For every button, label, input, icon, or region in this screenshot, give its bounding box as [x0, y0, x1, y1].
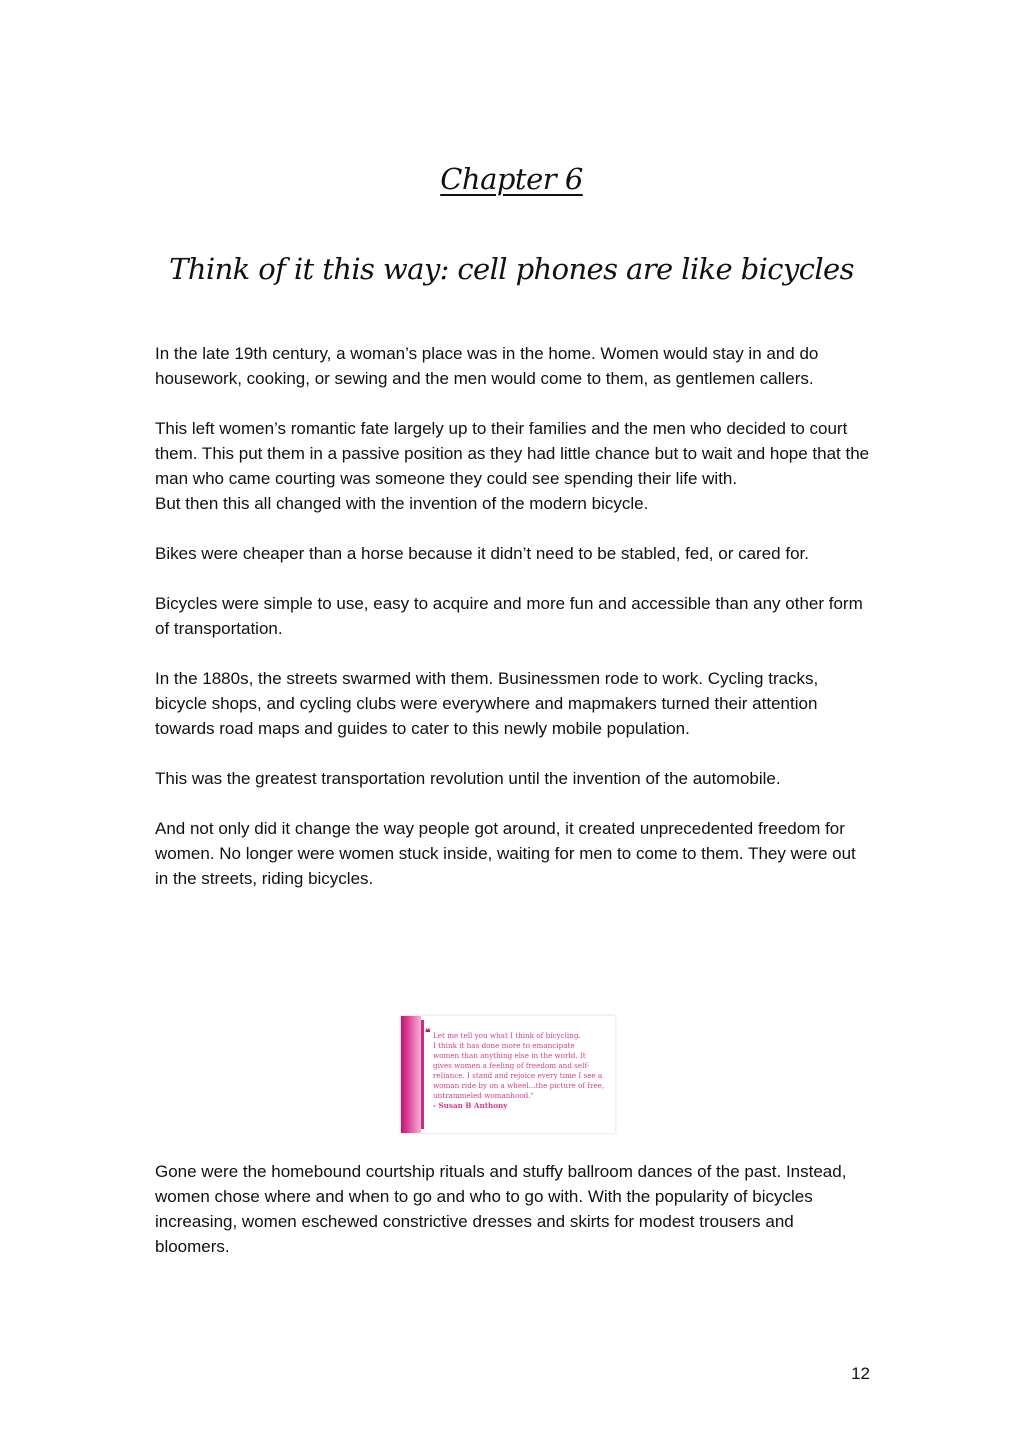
paragraph: In the 1880s, the streets swarmed with them. Businessmen rode to work. Cycling tracks, bicycle shops, and cycling clubs were everywhere and mapmakers turned their attention towards road maps and guides to cater to this newly mobile population.	[155, 669, 819, 738]
closing-text	[155, 1159, 871, 1259]
quote-line: untrammeled womanhood."	[433, 1091, 534, 1100]
quote-author: - Susan B Anthony	[433, 1101, 508, 1110]
paragraph: In the late 19th century, a woman’s place was in the home. Women would stay in and do housework, cooking, or sewing and the men would come to them, as gentlemen callers.	[155, 344, 819, 388]
quote-text	[433, 1031, 613, 1111]
quote-inner-bar	[421, 1020, 424, 1129]
quote-line: I think it has done more to emancipate	[433, 1041, 575, 1050]
paragraph: And not only did it change the way people got around, it created unprecedented freedom for women. No longer were women stuck inside, waiting for men to come to them. They were out in the streets, riding bicycles.	[155, 819, 856, 888]
paragraph: This was the greatest transportation revolution until the invention of the automobile.	[155, 769, 781, 788]
quote-line: woman ride by on a wheel...the picture of free,	[433, 1081, 605, 1090]
chapter-title: Think of it this way: cell phones are like bicycles	[169, 252, 854, 286]
quote-accent-bar	[401, 1016, 421, 1133]
paragraph: This left women’s romantic fate largely up to their families and the men who decided to court them. This put them in a passive position as they had little chance but to wait and hope that the man who came courting was someone they could see spending their life with.	[155, 419, 870, 488]
quote-line: women than anything else in the world. It	[433, 1051, 586, 1060]
paragraph: Gone were the homebound courtship rituals and stuffy ballroom dances of the past. Instead, women chose where and when to go and who to go with. With the popularity of bicycles increasing, women eschewed constrictive dresses and skirts for modest trousers and bloomers.	[155, 1162, 847, 1256]
quote-line: gives women a feeling of freedom and self-	[433, 1061, 590, 1070]
quote-image	[401, 1016, 615, 1133]
chapter-label: Chapter 6	[440, 162, 583, 196]
paragraph: Bicycles were simple to use, easy to acquire and more fun and accessible than any other form of transportation.	[155, 594, 863, 638]
body-text	[155, 341, 871, 916]
paragraph: But then this all changed with the invention of the modern bicycle.	[155, 494, 649, 513]
paragraph: Bikes were cheaper than a horse because it didn’t need to be stabled, fed, or cared for.	[155, 544, 809, 563]
quote-mark-icon: ❝	[425, 1028, 431, 1039]
quote-line: reliance. I stand and rejoice every time I see a	[433, 1071, 603, 1080]
quote-line: Let me tell you what I think of bicycling.	[433, 1031, 581, 1040]
page-number: 12	[851, 1364, 870, 1383]
